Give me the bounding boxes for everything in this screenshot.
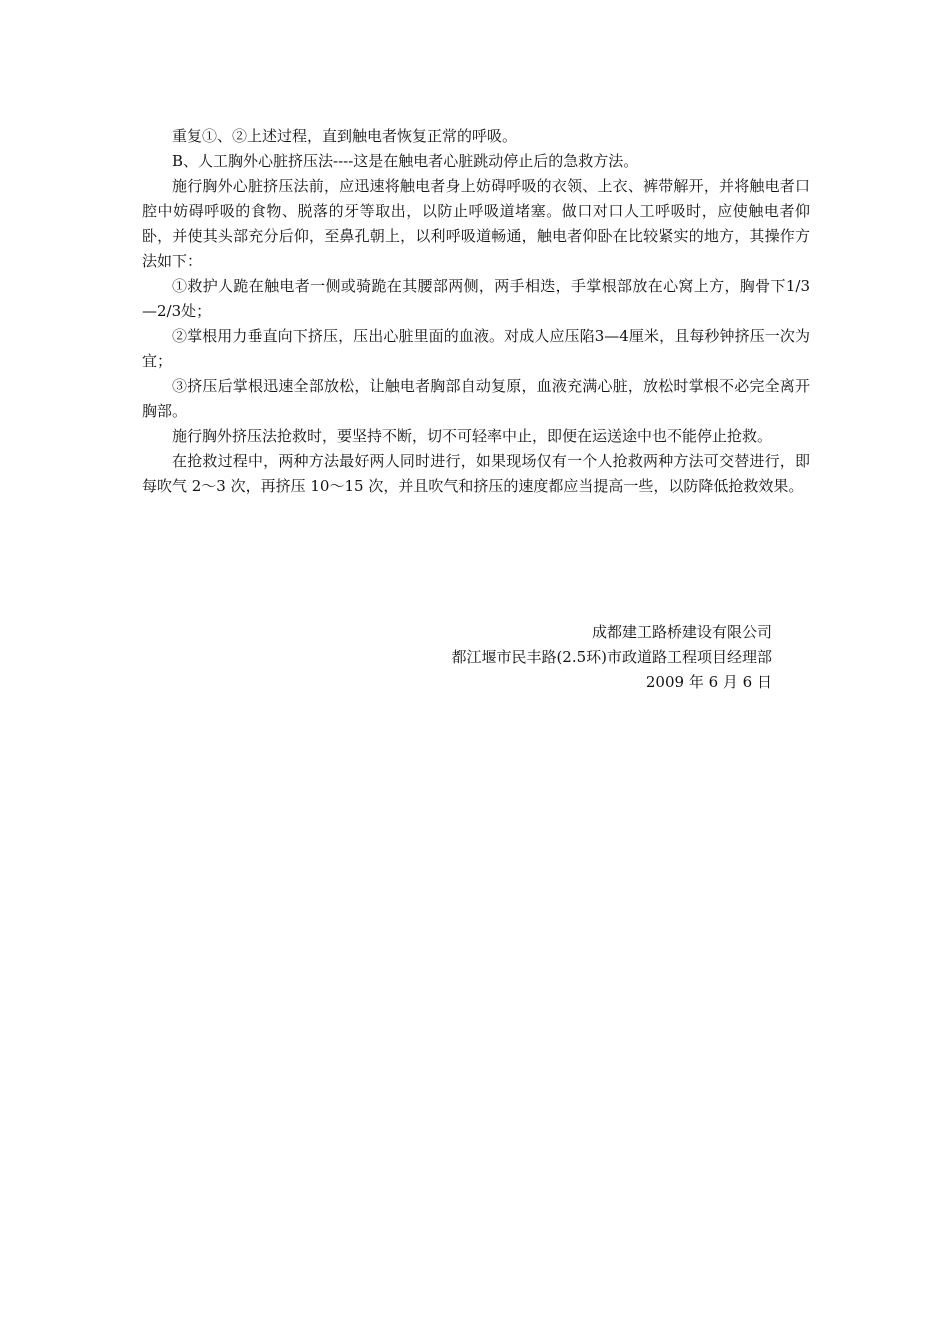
paragraph-cpr-heading: B、人工胸外心脏挤压法----这是在触电者心脏跳动停止后的急救方法。: [172, 152, 639, 170]
paragraph-repeat-process: 重复①、②上述过程，直到触电者恢复正常的呼吸。: [172, 127, 518, 145]
paragraph-preparation: 施行胸外心脏挤压法前，应迅速将触电者身上妨碍呼吸的衣领、上衣、裤带解开，并将触电者口腔中妨碍呼吸的食物、脱落的牙等取出，以防止呼吸道堵塞。做口对口人工呼吸时，应使触电者仰卧，并使其头部充分后仰，至鼻孔朝上，以利呼吸道畅通，触电者仰卧在比较紧实的地方，其操作方法如下：: [142, 177, 810, 270]
document-body: [142, 124, 810, 499]
paragraph-step-3: ③挤压后掌根迅速全部放松，让触电者胸部自动复原，血液充满心脏，放松时掌根不必完全离开胸部。: [142, 377, 810, 420]
paragraph-combined-methods: 在抢救过程中，两种方法最好两人同时进行，如果现场仅有一个人抢救两种方法可交替进行，即每吹气 2～3 次，再挤压 10～15 次，并且吹气和挤压的速度都应当提高一些，以防降低抢救效果。: [142, 452, 810, 495]
paragraph-continuous-rescue: 施行胸外挤压法抢救时，要坚持不断，切不可轻率中止，即便在运送途中也不能停止抢救。: [172, 427, 773, 445]
project-department: 都江堰市民丰路(2.5环)市政道路工程项目经理部: [451, 648, 772, 666]
company-name: 成都建工路桥建设有限公司: [591, 623, 772, 641]
signature-block: [451, 620, 772, 695]
paragraph-step-2: ②掌根用力垂直向下挤压，压出心脏里面的血液。对成人应压陷3—4厘米，且每秒钟挤压一次为宜；: [142, 327, 810, 370]
paragraph-step-1: ①救护人跪在触电者一侧或骑跪在其腰部两侧，两手相迭，手掌根部放在心窝上方，胸骨下1/3—2/3处；: [142, 277, 810, 320]
document-date: 2009 年 6 月 6 日: [645, 673, 772, 691]
